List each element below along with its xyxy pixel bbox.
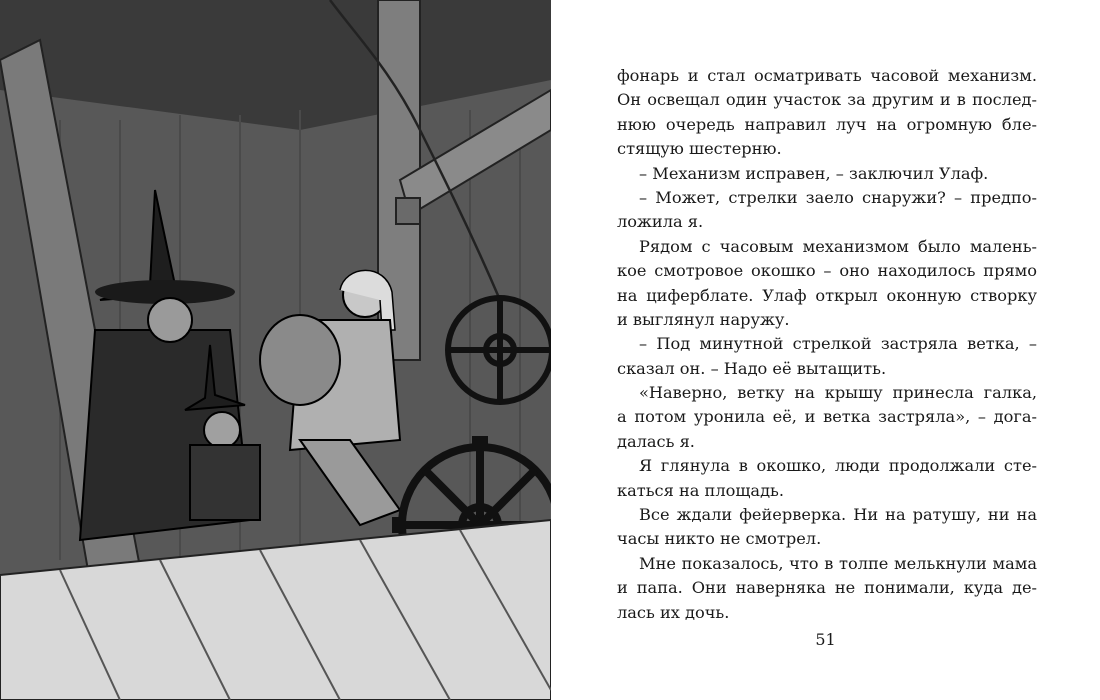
text-page <box>551 0 1100 700</box>
text-line: – Механизм исправен, – заключил Улаф. <box>639 163 989 183</box>
text-line: сказал он. – Надо её вытащить. <box>617 358 887 378</box>
text-line: далась я. <box>617 431 695 451</box>
text-line: каться на площадь. <box>617 480 784 500</box>
text-line: – Может, стрелки заело снаружи? – предпо- <box>639 187 1037 207</box>
text-line: на циферблате. Улаф открыл оконную створку <box>617 285 1037 305</box>
text-line: Я глянула в окошко, люди продолжали сте- <box>639 456 1037 476</box>
text-line: – Под минутной стрелкой застряла ветка, – <box>639 334 1037 354</box>
text-line: стящую шестерню. <box>617 139 782 159</box>
text-line: «Наверно, ветку на крышу принесла галка, <box>639 383 1037 403</box>
text-line: лась их дочь. <box>617 602 730 622</box>
text-line: ложила я. <box>617 212 704 232</box>
text-line: а потом уронила её, и ветка застряла», – дога- <box>617 407 1037 427</box>
text-line: Все ждали фейерверка. Ни на ратушу, ни на <box>639 505 1037 525</box>
page-number: 51 <box>815 630 836 649</box>
text-line: и выглянул наружу. <box>617 309 790 329</box>
text-line: фонарь и стал осматривать часовой механизм. <box>617 66 1037 85</box>
text-line: нюю очередь направил луч на огромную бле- <box>617 114 1037 134</box>
text-line: и папа. Они наверняка не понимали, куда де- <box>617 578 1037 598</box>
text-block <box>617 64 1037 625</box>
text-line: кое смотровое окошко – оно находилось прямо <box>617 261 1037 281</box>
text-line: Он освещал один участок за другим и в послед- <box>617 90 1037 110</box>
text-line: Мне показалось, что в толпе мелькнули мама <box>639 553 1037 573</box>
text-line: часы никто не смотрел. <box>617 529 822 549</box>
text-line: Рядом с часовым механизмом было малень- <box>639 236 1037 256</box>
